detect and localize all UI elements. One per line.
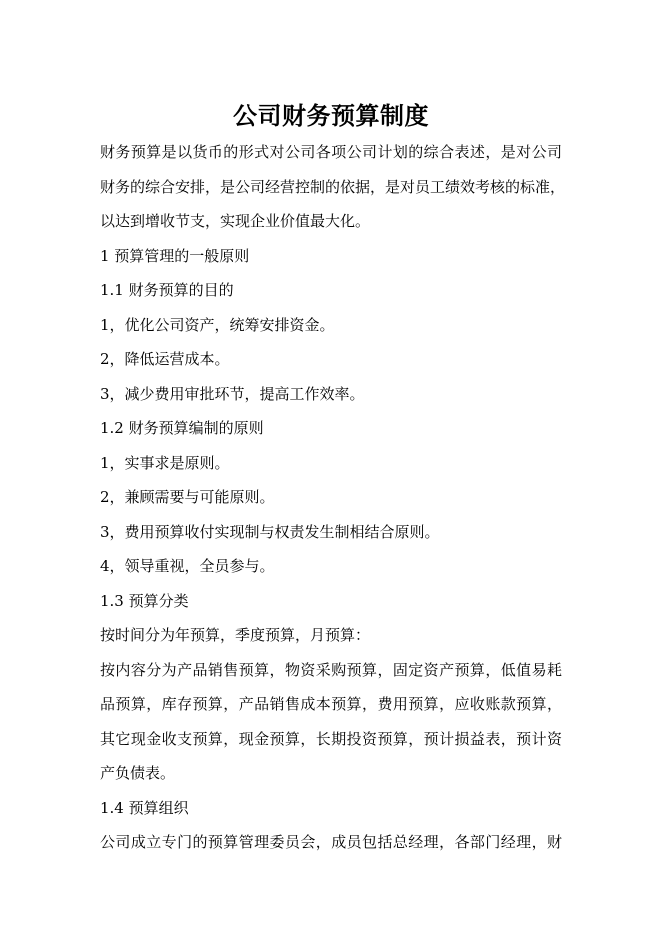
content-line: 按内容分为产品销售预算，物资采购预算，固定资产预算，低值易耗 [100, 660, 562, 679]
document-body [100, 135, 566, 860]
content-line: 产负债表。 [100, 764, 176, 782]
list-item: 1，优化公司资产，统筹安排资金。 [100, 315, 335, 334]
content-classification-paragraph [100, 653, 562, 791]
content-line: 其它现金收支预算，现金预算，长期投资预算，预计损益表，预计资 [100, 729, 562, 748]
intro-line: 财务的综合安排，是公司经营控制的依据，是对员工绩效考核的标准， [100, 177, 566, 196]
list-item: 1，实事求是原则。 [100, 453, 230, 472]
list-item: 4，领导重视，全员参与。 [100, 557, 275, 575]
list-item: 3，费用预算收付实现制与权责发生制相结合原则。 [100, 522, 440, 541]
content-line: 品预算，库存预算，产品销售成本预算，费用预算，应收账款预算， [100, 695, 562, 713]
paragraph: 按时间分为年预算，季度预算，月预算： [100, 626, 371, 644]
list-item: 2，降低运营成本。 [100, 350, 230, 368]
intro-line: 以达到增收节支，实现企业价值最大化。 [100, 212, 371, 230]
section-heading: 1 预算管理的一般原则 [100, 246, 250, 265]
subsection-heading: 1.2 财务预算编制的原则 [100, 419, 264, 437]
intro-line: 财务预算是以货币的形式对公司各项公司计划的综合表述，是对公司 [100, 143, 562, 161]
subsection-heading: 1.1 财务预算的目的 [100, 281, 234, 299]
organization-paragraph [100, 825, 562, 860]
list-item: 3，减少费用审批环节，提高工作效率。 [100, 384, 365, 403]
organization-line: 公司成立专门的预算管理委员会，成员包括总经理，各部门经理，财 [100, 833, 562, 851]
intro-paragraph [100, 135, 566, 239]
subsection-heading: 1.4 预算组织 [100, 798, 189, 817]
list-item: 2，兼顾需要与可能原则。 [100, 488, 275, 506]
subsection-heading: 1.3 预算分类 [100, 591, 189, 610]
page-title: 公司财务预算制度 [233, 101, 429, 130]
